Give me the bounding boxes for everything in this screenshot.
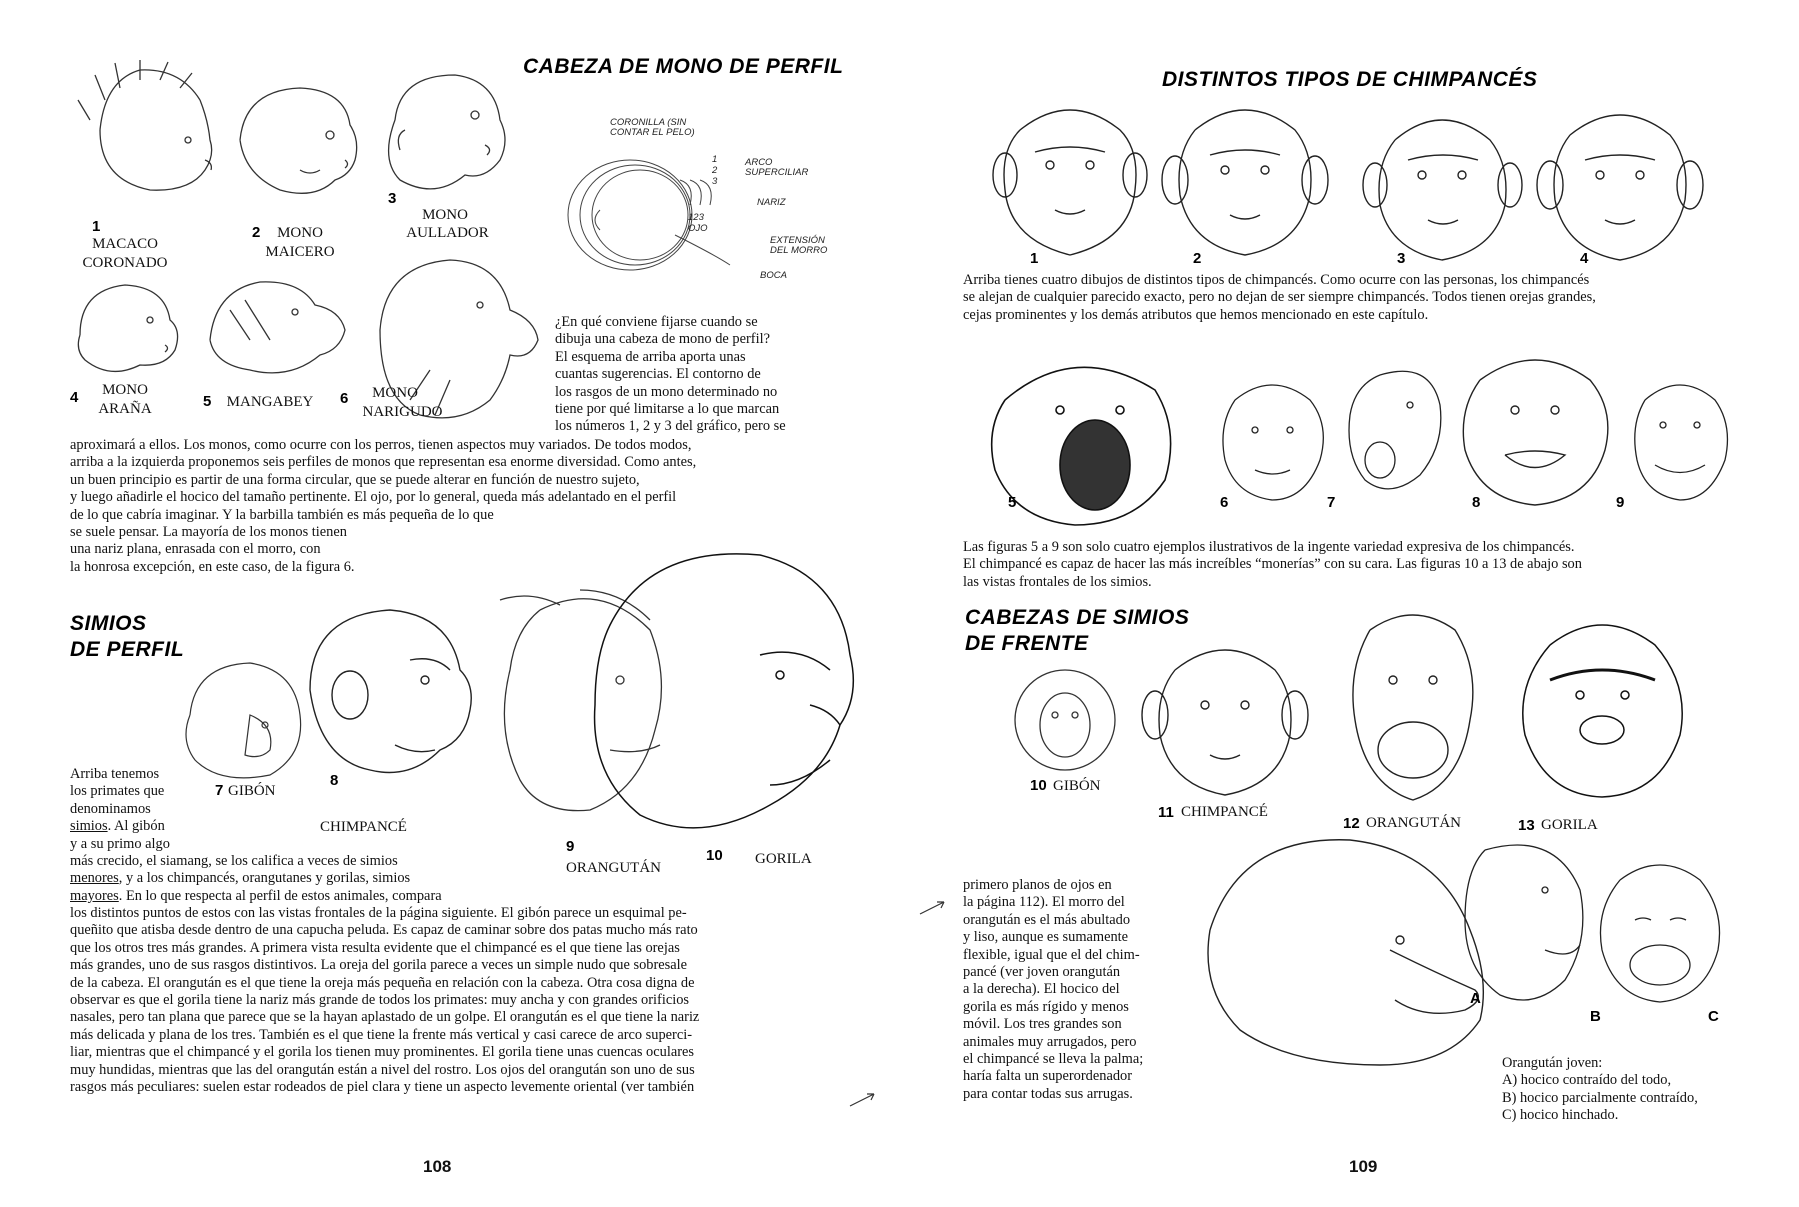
expression-number: 9 (1616, 494, 1625, 511)
capuchin-sketch (230, 80, 370, 210)
gorilla-profile-sketch (570, 545, 860, 845)
expression-number: 8 (1472, 494, 1481, 511)
gorilla-front-sketch (1510, 605, 1695, 800)
section-title-apes-front-2: DE FRENTE (965, 632, 1089, 655)
arrow-icon (848, 1090, 878, 1110)
howler-sketch (375, 70, 515, 210)
apes-text-main: los distintos puntos de estos con las vistas frontales de la página siguiente. El gibón parece un esquimal pe- queñito que atisba desde dentro de una capucha peluda. Es capaz de caminar sobre dos patas mucho más rato que los otros tres más grandes. A primera vista resulta evidente que el chimpancé es el que tiene las orejas más grandes, uno de sus rasgos distintivos. La oreja del gorila parece a veces un simple nudo que sobresale de la cabeza. El orangután es el que tiene la oreja más pequeña en relación con la cabeza. Otra cosa digna de observar es que el gorila tiene la nariz más grande de todos los primates: muy ancha y con grandes orificios nasales, pero tan plana que parece que se la hayan aplastado de un golpe. El orangután es el que tiene la nariz más delicada y plana de los tres. También es el que tiene la frente más vertical y casi carece de arco superci- liar, mientras que el chimpancé y el gorila los tienen muy prominentes. El gorila tiene unas cuencas oculares muy hundidas, mientras que las del orangután están a nivel del rostro. Los ojos del orangután son uno de sus rasgos más peculiares: suelen estar rodeados de piel clara y tiene un aspecto levemente oriental (ver también (70, 905, 700, 1096)
orangutan-front-sketch (1335, 600, 1490, 805)
diagram-label-nose: NARIZ (757, 197, 786, 208)
chimp-face-sketch-2 (1160, 90, 1330, 260)
chimp-number: 2 (1193, 250, 1202, 267)
diagram-label-brow: ARCO SUPERCILIAR (745, 157, 809, 178)
chimp-number: 4 (1580, 250, 1589, 267)
diagram-number: 2 (712, 165, 718, 176)
frontal-ape-number: 13 (1518, 817, 1535, 834)
apes-front-text: primero planos de ojos en la página 112). El morro del orangután es el más abultado y liso, aunque es sumamente flexible, igual que el del chim- pancé (ver joven orangután a la derecha). El hocico del gorila es más rígido y menos móvil. Los tres grandes son animales muy arrugados, pero el chimpancé se lleva la palma; haría falta un superordenador para contar todas sus arrugas. (963, 877, 1144, 1102)
chimp-face-sketch-3 (1360, 100, 1525, 265)
chimp-profile-sketch (290, 600, 480, 790)
frontal-ape-name: CHIMPANCÉ (1181, 804, 1268, 820)
monkey-name-line1: MONO (372, 385, 418, 401)
page-number-left: 108 (423, 1157, 452, 1176)
young-orangutan-letter: A (1470, 990, 1481, 1007)
page-number-right: 109 (1349, 1157, 1378, 1176)
monkey-name-line2: NARIGUDO (362, 404, 443, 420)
monkey-number: 1 (92, 218, 101, 235)
ape-name: GIBÓN (228, 783, 276, 799)
monkey-name-line2: AULLADOR (406, 225, 489, 241)
chimp-expression-sketch-8 (1450, 340, 1620, 510)
ape-name: ORANGUTÁN (566, 860, 661, 876)
chimp-expression-sketch-5 (965, 340, 1185, 530)
chimp-front-sketch (1140, 630, 1310, 800)
chimp-expression-sketch-7 (1340, 355, 1450, 505)
chimp-expressions-text: Las figuras 5 a 9 son solo cuatro ejemplos ilustrativos de la ingente variedad expresiva de los chimpancés. El chimpancé es capaz de hacer las más increíbles “monerías” con su cara. Las figuras 10 a 13 de abajo son las vistas frontales de los simios. (963, 539, 1582, 590)
chimp-expression-sketch-6 (1210, 370, 1335, 505)
frontal-ape-number: 11 (1158, 804, 1174, 821)
frontal-ape-name: GIBÓN (1053, 778, 1101, 794)
chimp-face-sketch-4 (1535, 95, 1705, 265)
monkey-profile-text-2: aproximará a ellos. Los monos, como ocurre con los perros, tienen aspectos muy variados. De todos modos, arriba a la izquierda proponemos seis perfiles de monos que representan esa enorme diversidad. Como antes, un buen principio es partir de una forma circular, que se puede alterar en función de nuestro sujeto, y luego añadirle el hocico del tamaño pertinente. El ojo, por lo general, queda más adelantado en el perfil de lo que cabría imaginar. Y la barbilla también es más pequeña de lo que se suele pensar. La mayoría de los monos tienen una nariz plana, enrasada con el morro, con la honrosa excepción, en este caso, de la figura 6. (70, 437, 697, 575)
apes-text-intro: Arriba tenemos los primates que denominamos simios. Al gibón y a su primo algo (70, 766, 170, 852)
monkey-name-line2: ARAÑA (98, 401, 152, 417)
ape-name: CHIMPANCÉ (320, 819, 407, 835)
monkey-name-line2: CORONADO (82, 255, 168, 271)
page-title-chimp-types: DISTINTOS TIPOS DE CHIMPANCÉS (1162, 68, 1538, 91)
chimp-number: 1 (1030, 250, 1039, 267)
diagram-label-eye-numbers: 123 (688, 212, 704, 223)
chimp-face-sketch-1 (990, 90, 1150, 260)
monkey-name-line1: MANGABEY (226, 394, 314, 410)
diagram-label-crown: CORONILLA (SIN CONTAR EL PELO) (610, 117, 695, 138)
frontal-ape-number: 12 (1343, 815, 1360, 832)
monkey-number: 6 (340, 390, 349, 407)
young-orangutan-sketch-c (1590, 850, 1730, 1005)
monkey-name-line1: MONO (422, 207, 468, 223)
ape-number: 7 (215, 782, 224, 799)
expression-number: 5 (1008, 494, 1017, 511)
frontal-ape-number: 10 (1030, 777, 1047, 794)
gibbon-front-sketch (1010, 665, 1120, 775)
young-orangutan-caption: Orangután joven: A) hocico contraído del todo, B) hocico parcialmente contraído, C) hocico hinchado. (1502, 1055, 1698, 1124)
monkey-number: 5 (203, 393, 212, 410)
monkey-number: 3 (388, 190, 397, 207)
diagram-number: 3 (712, 176, 718, 187)
diagram-label-eye: OJO (688, 223, 708, 234)
apes-text-mid: más crecido, el siamang, se los califica a veces de simios menores, y a los chimpancés, orangutanes y gorilas, simios mayores. En lo que respecta al perfil de estos animales, compara (70, 853, 442, 904)
ape-number: 8 (330, 772, 339, 789)
monkey-name-line1: MONO (277, 225, 323, 241)
young-orangutan-letter: C (1708, 1008, 1719, 1025)
monkey-name-line2: MAICERO (265, 244, 335, 260)
expression-number: 7 (1327, 494, 1336, 511)
diagram-number: 1 (712, 154, 718, 165)
young-orangutan-sketch-b (1445, 830, 1595, 1010)
young-orangutan-letter: B (1590, 1008, 1601, 1025)
monkey-name-line1: MONO (102, 382, 148, 398)
section-title-apes-profile-1: SIMIOS (70, 612, 147, 635)
macaque-sketch (60, 60, 220, 210)
chimp-types-text: Arriba tienes cuatro dibujos de distintos tipos de chimpancés. Como ocurre con las personas, los chimpancés se alejan de cualquier parecido exacto, pero no dejan de ser siempre chimpancés. Todos tienen orejas grandes, cejas prominentes y los demás atributos que hemos mencionado en este capítulo. (963, 272, 1596, 323)
ape-number: 9 (566, 838, 575, 855)
section-title-apes-profile-2: DE PERFIL (70, 638, 185, 661)
monkey-name-line1: MACACO (92, 236, 158, 252)
diagram-label-mouth: BOCA (760, 270, 787, 281)
chimp-expression-sketch-9 (1625, 370, 1735, 505)
frontal-ape-name: GORILA (1541, 817, 1598, 833)
frontal-ape-name: ORANGUTÁN (1366, 815, 1461, 831)
chimp-number: 3 (1397, 250, 1406, 267)
spider-monkey-sketch (70, 275, 185, 385)
monkey-profile-text-1: ¿En qué conviene fijarse cuando se dibuja una cabeza de mono de perfil? El esquema de arriba aporta unas cuantas sugerencias. El contorno de los rasgos de un mono determinado no tiene por qué limitarse a lo que marcan los números 1, 2 y 3 del gráfico, pero se (555, 314, 786, 435)
expression-number: 6 (1220, 494, 1229, 511)
arrow-icon (918, 898, 948, 918)
section-title-apes-front-1: CABEZAS DE SIMIOS (965, 606, 1190, 629)
monkey-number: 2 (252, 224, 261, 241)
monkey-number: 4 (70, 389, 79, 406)
mangabey-sketch (200, 270, 350, 385)
ape-name: GORILA (755, 851, 812, 867)
page-title-monkey-profile: CABEZA DE MONO DE PERFIL (523, 55, 844, 78)
diagram-label-snout: EXTENSIÓN DEL MORRO (770, 235, 828, 256)
ape-number: 10 (706, 847, 723, 864)
